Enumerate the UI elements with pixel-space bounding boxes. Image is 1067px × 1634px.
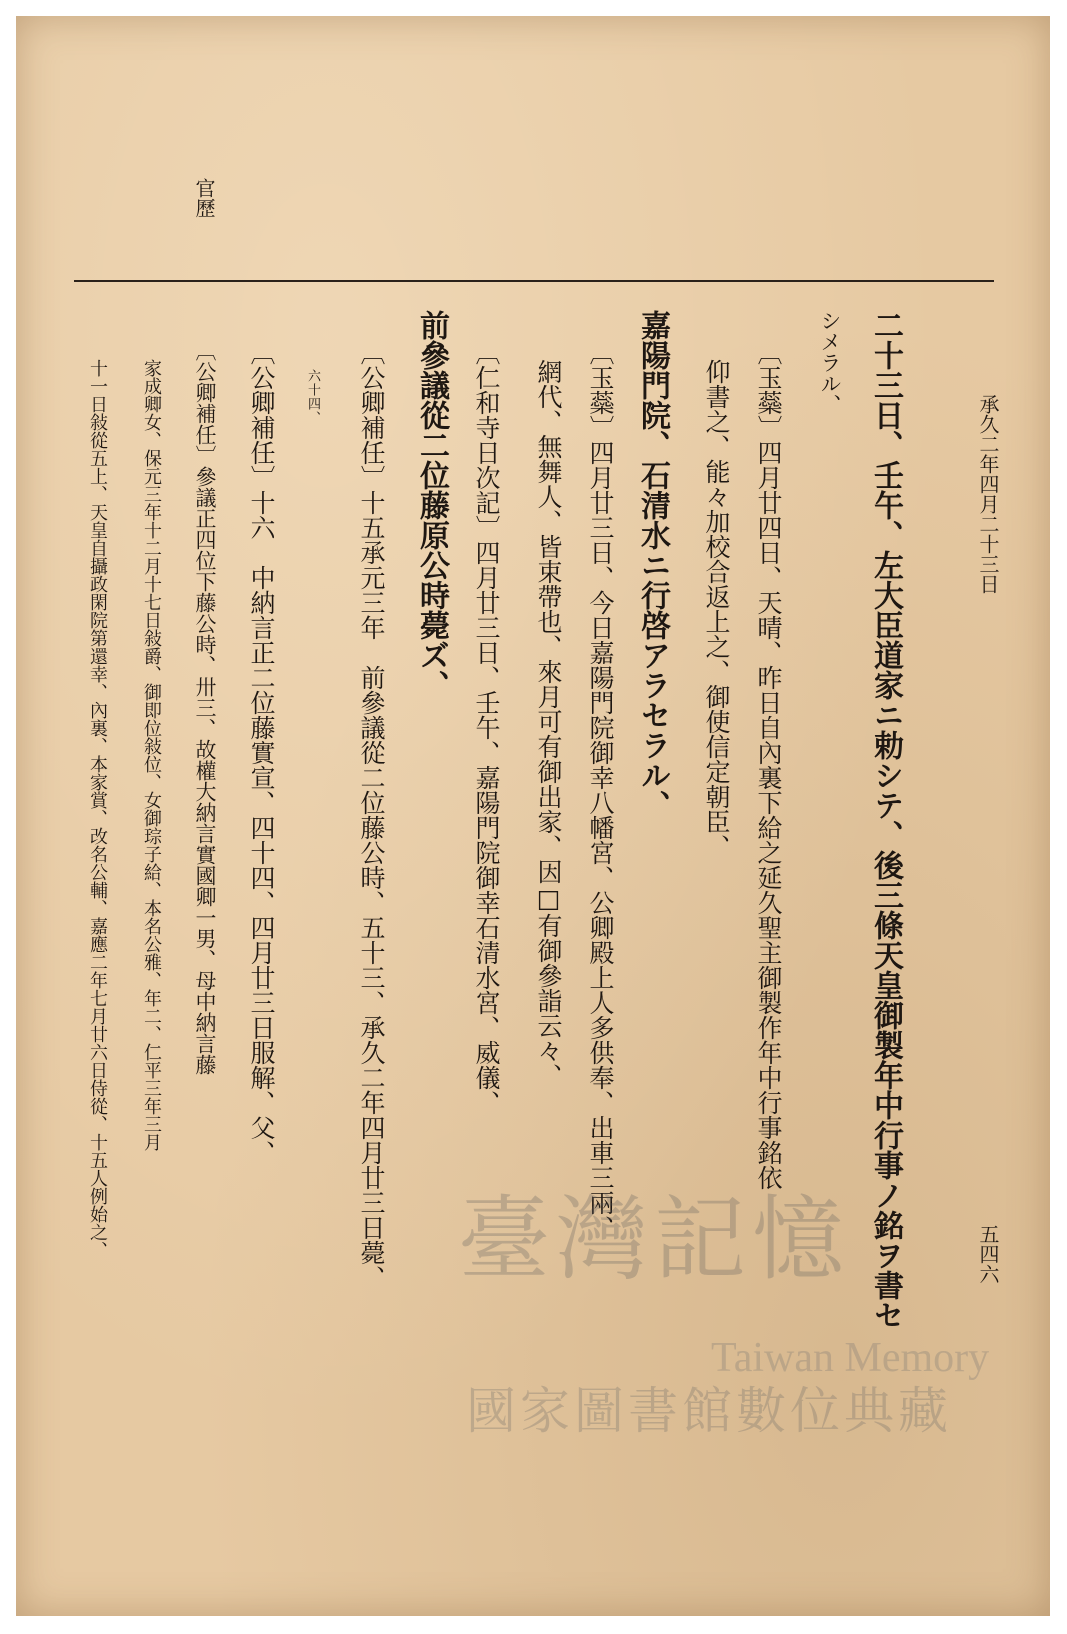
heading-line-1-cont: シメラル、 (818, 310, 842, 415)
citation-line-9: 家成卿女、保元三年十二月十七日敍爵、御即位敍位、女御琮子給、本名公雅、年二、仁平三年三月 (141, 359, 162, 1151)
citation-line-7: 〔公卿補任〕十六 中納言正二位藤實宣、四十四、四月廿三日服解、父、 (247, 340, 276, 1165)
citation-line-8: 〔公卿補任〕參議正四位下藤公時、卅三、故權大納言實國卿一男、母中納言藤 (193, 340, 217, 1075)
citation-line-5: 〔仁和寺日次記〕四月廿三日、壬午、嘉陽門院御幸石清水宮、威儀、 (472, 340, 501, 1115)
heading-line-1: 二十三日、壬午、左大臣道家ニ勅シテ、後三條天皇御製年中行事ノ銘ヲ書セ (868, 310, 903, 1330)
watermark-english: Taiwan Memory (711, 1335, 990, 1381)
watermark-library: 國家圖書館數位典藏 (466, 1382, 952, 1440)
section-title: 官歷 (192, 178, 216, 218)
citation-line-1: 〔玉蘂〕四月廿四日、天晴、昨日自內裏下給之延久聖主御製作年中行事銘依 (754, 340, 783, 1190)
running-date-header: 承久二年四月二十三日 (976, 394, 1000, 594)
book-page (16, 16, 1050, 1616)
age-note: 六十四、 (305, 369, 320, 425)
citation-line-4: 網代、無舞人、皆束帶也、來月可有御出家、因□有御參詣云々、 (534, 359, 563, 1088)
header-rule (74, 280, 994, 282)
citation-line-6: 〔公卿補任〕十五承元三年 前參議從二位藤公時、五十三、承久二年四月廿三日薨、 (357, 340, 386, 1290)
page-number: 五四六 (976, 1224, 1000, 1284)
citation-line-2: 仰書之、能々加校合返上之、御使信定朝臣、 (702, 359, 731, 859)
heading-line-2: 嘉陽門院、石清水ニ行啓アラセラル、 (635, 310, 670, 820)
citation-line-3: 〔玉蘂〕四月廿三日、今日嘉陽門院御幸八幡宮、公卿殿上人多供奉、出車三兩、 (586, 340, 615, 1240)
heading-line-3: 前參議從二位藤原公時薨ズ、 (414, 310, 449, 700)
watermark-logo-text: 臺灣記憶 (458, 1186, 851, 1293)
citation-line-10: 十一日敍從五上、天皇自攝政閑院第還幸、內裏、本家賞、改名公輔、嘉應二年七月廿六日侍從、十五人例始之、 (87, 359, 108, 1259)
